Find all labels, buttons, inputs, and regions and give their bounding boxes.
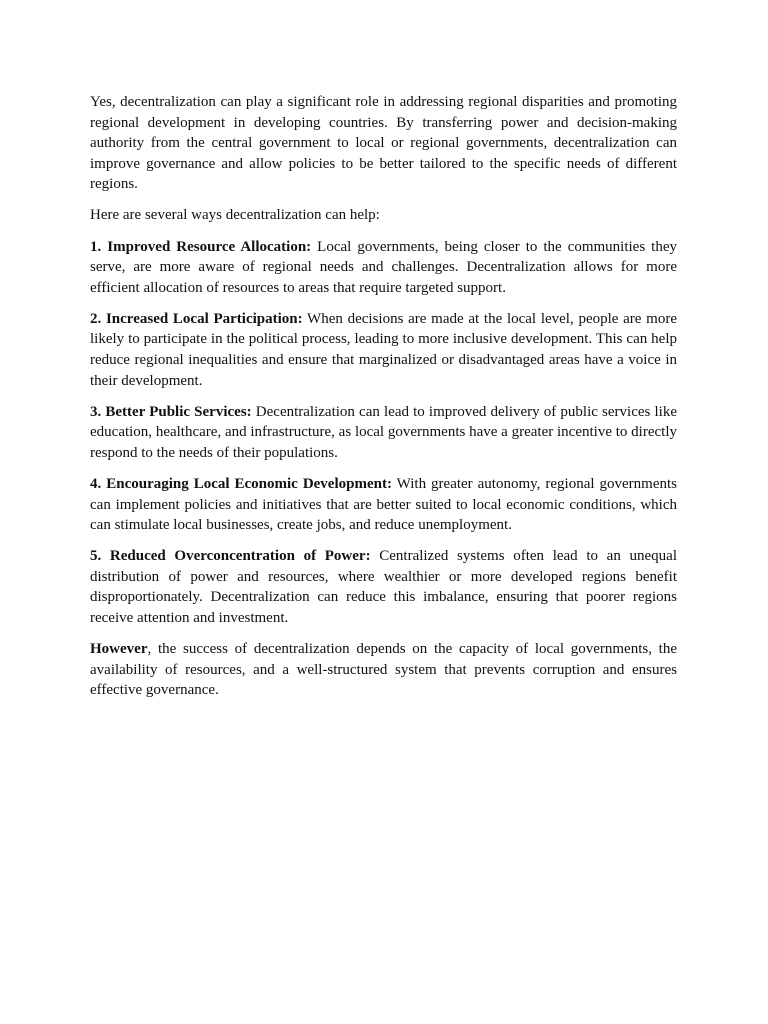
point-5-heading: 5. Reduced Overconcentration of Power:	[90, 548, 371, 565]
point-1-text: Local governments, being closer to the communities they serve, are more aware of regional needs and challenges. Decentralization allows for more efficient allocation of resources to areas that require targeted support.	[90, 238, 678, 296]
point-3-heading: 3. Better Public Services:	[90, 403, 252, 420]
point-4-paragraph	[90, 474, 677, 536]
conclusion-heading: However	[90, 641, 148, 658]
intro-paragraph: Yes, decentralization can play a significant role in addressing regional disparities and promoting regional development in developing countries. By transferring power and decision-making authority from the central government to local or regional governments, decentralization can improve governance and allow policies to be better tailored to the specific needs of different regions.	[90, 94, 677, 193]
document-page	[90, 92, 677, 711]
conclusion-text: , the success of decentralization depends on the capacity of local governments, the availability of resources, and a well-structured system that prevents corruption and ensures effective governance.	[90, 641, 677, 699]
conclusion-paragraph	[90, 639, 677, 701]
point-1-heading: 1. Improved Resource Allocation:	[90, 238, 312, 255]
point-2-heading: 2. Increased Local Participation:	[90, 310, 303, 327]
point-2-paragraph	[90, 309, 677, 391]
point-3-text: Decentralization can lead to improved delivery of public services like education, healthcare, and infrastructure, as local governments have a greater incentive to directly respond to the needs of their populations.	[90, 403, 677, 461]
point-4-text: With greater autonomy, regional governments can implement policies and initiatives that are better suited to local economic conditions, which can stimulate local businesses, create jobs, and reduce unemployment.	[90, 476, 677, 534]
point-3-paragraph	[90, 402, 677, 464]
point-5-paragraph	[90, 546, 677, 628]
point-4-heading: 4. Encouraging Local Economic Development:	[90, 476, 392, 492]
point-1-paragraph	[90, 237, 677, 299]
lead-in-paragraph: Here are several ways decentralization can help:	[90, 207, 380, 224]
point-2-text: When decisions are made at the local level, people are more likely to participate in the political process, leading to more inclusive development. This can help reduce regional inequalities and ensure that marginalized or disadvantaged areas have a voice in their development.	[90, 310, 677, 389]
point-5-text: Centralized systems often lead to an unequal distribution of power and resources, where wealthier or more developed regions benefit disproportionately. Decentralization can reduce this imbalance, ensuring that poorer regions receive attention and investment.	[90, 548, 677, 627]
